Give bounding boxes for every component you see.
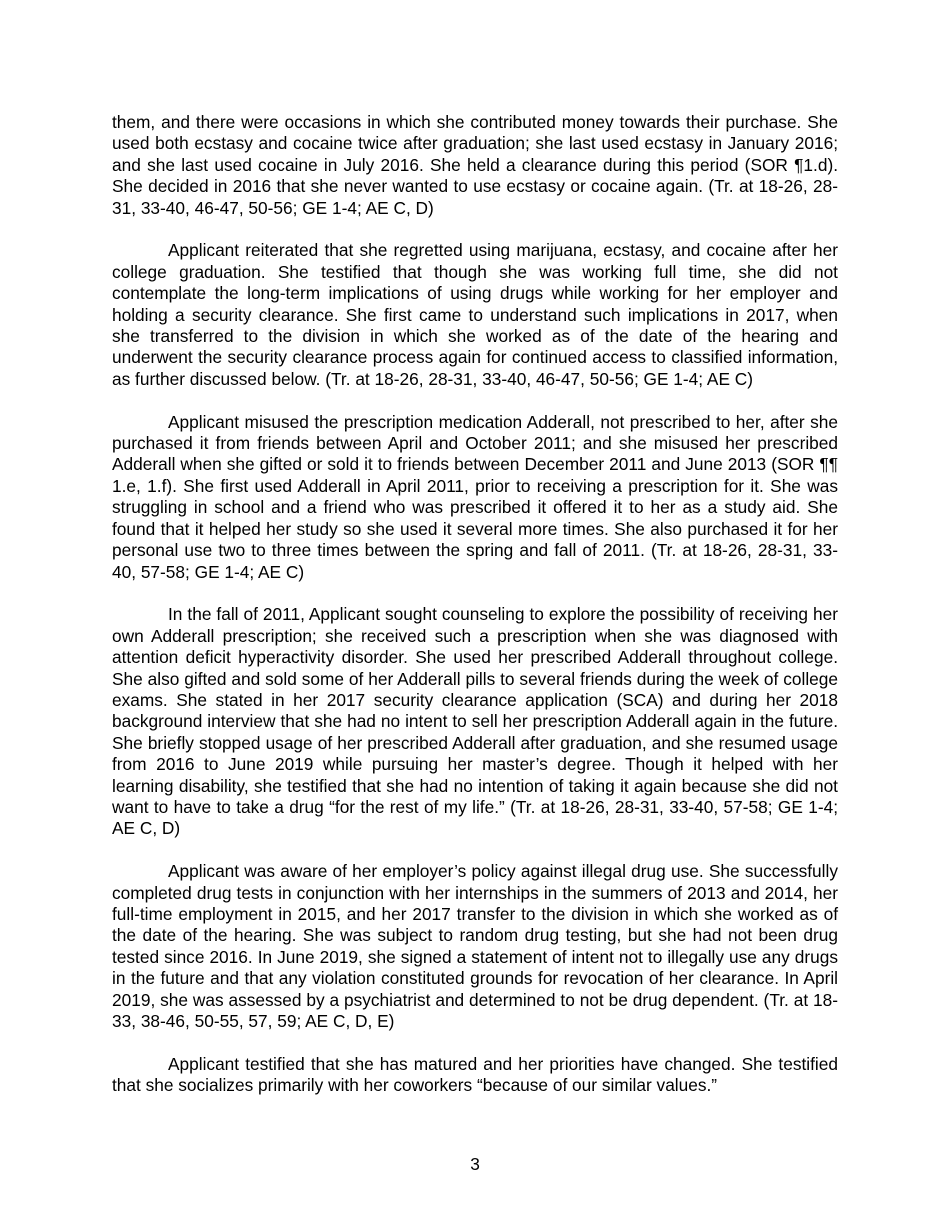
- paragraph-6: Applicant testified that she has matured and her priorities have changed. She testified that she socializes primarily with her coworkers “because of our similar values.”: [112, 1053, 838, 1096]
- paragraph-4: In the fall of 2011, Applicant sought counseling to explore the possibility of receiving her own Adderall prescription; she received such a prescription when she was diagnosed with attention deficit hyperactivity disorder. She used her prescribed Adderall throughout college. She also gifted and sold some of her Adderall pills to several friends during the week of college exams. She stated in her 2017 security clearance application (SCA) and during her 2018 background interview that she had no intent to sell her prescription Adderall again in the future. She briefly stopped usage of her prescribed Adderall after graduation, and she resumed usage from 2016 to June 2019 while pursuing her master’s degree. Though it helped with her learning disability, she testified that she had no intention of taking it again because she did not want to have to take a drug “for the rest of my life.” (Tr. at 18-26, 28-31, 33-40, 57-58; GE 1-4; AE C, D): [112, 604, 838, 839]
- page-number: 3: [470, 1154, 480, 1174]
- paragraph-2: Applicant reiterated that she regretted using marijuana, ecstasy, and cocaine after her college graduation. She testified that though she was working full time, she did not contemplate the long-term implications of using drugs while working for her employer and holding a security clearance. She first came to understand such implications in 2017, when she transferred to the division in which she worked as of the date of the hearing and underwent the security clearance process again for continued access to classified information, as further discussed below. (Tr. at 18-26, 28-31, 33-40, 46-47, 50-56; GE 1-4; AE C): [112, 240, 838, 389]
- paragraph-5: Applicant was aware of her employer’s policy against illegal drug use. She successfully completed drug tests in conjunction with her internships in the summers of 2013 and 2014, her full-time employment in 2015, and her 2017 transfer to the division in which she worked as of the date of the hearing. She was subject to random drug testing, but she had not been drug tested since 2016. In June 2019, she signed a statement of intent not to illegally use any drugs in the future and that any violation constituted grounds for revocation of her clearance. In April 2019, she was assessed by a psychiatrist and determined to not be drug dependent. (Tr. at 18-33, 38-46, 50-55, 57, 59; AE C, D, E): [112, 861, 838, 1031]
- document-body: [112, 112, 838, 1118]
- paragraph-1: them, and there were occasions in which she contributed money towards their purchase. She used both ecstasy and cocaine twice after graduation; she last used ecstasy in January 2016; and she last used cocaine in July 2016. She held a clearance during this period (SOR ¶1.d). She decided in 2016 that she never wanted to use ecstasy or cocaine again. (Tr. at 18-26, 28-31, 33-40, 46-47, 50-56; GE 1-4; AE C, D): [112, 112, 838, 218]
- paragraph-3: Applicant misused the prescription medication Adderall, not prescribed to her, after she purchased it from friends between April and October 2011; and she misused her prescribed Adderall when she gifted or sold it to friends between December 2011 and June 2013 (SOR ¶¶ 1.e, 1.f). She first used Adderall in April 2011, prior to receiving a prescription for it. She was struggling in school and a friend who was prescribed it offered it to her as a study aid. She found that it helped her study so she used it several more times. She also purchased it for her personal use two to three times between the spring and fall of 2011. (Tr. at 18-26, 28-31, 33-40, 57-58; GE 1-4; AE C): [112, 411, 838, 582]
